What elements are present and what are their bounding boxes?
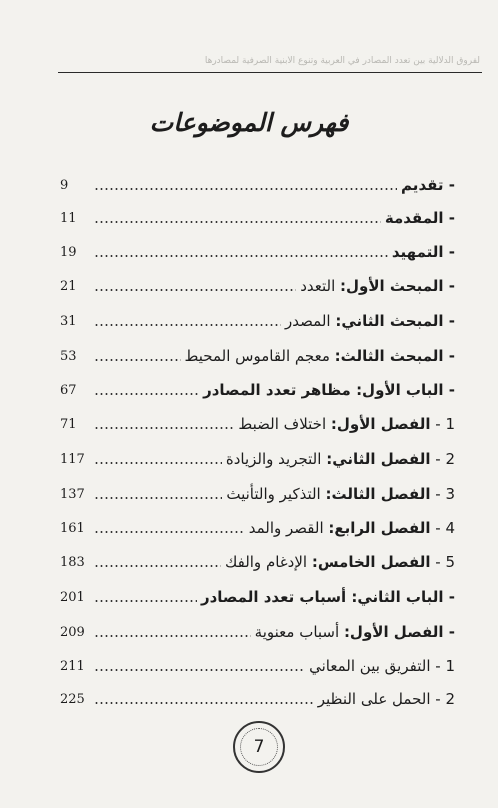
faded-header-bleed: لفروق الدلالية بين تعدد المصادر في العربية وتنوع الأبنية الصرفية لمصادرها [204,56,480,66]
toc-entry: 1 - الفصل الأول: اختلاف الضبط [238,415,455,433]
dot-leader [94,669,305,671]
toc-page-number: 225 [60,691,85,707]
dot-leader [94,565,221,567]
page-number: 7 [240,728,278,766]
toc-row[interactable] [60,273,455,299]
page-number-badge [233,721,285,773]
toc-entry: 5 - الفصل الخامس: الإدغام والفك [224,553,455,571]
toc-row[interactable] [60,549,455,575]
toc-page-number: 209 [60,624,85,640]
toc-row[interactable] [60,686,455,712]
toc-page-number: 9 [60,177,69,193]
toc-page-number: 67 [60,382,77,398]
dot-leader [94,221,381,223]
toc-page-number: 183 [60,554,85,570]
toc-page-number: 11 [60,210,77,226]
toc-page-number: 201 [60,589,85,605]
dot-leader [94,324,281,326]
toc-row[interactable] [60,653,455,679]
toc-row[interactable] [60,172,455,198]
toc-entry: 3 - الفصل الثالث: التذكير والتأنيث [226,485,455,503]
toc-page-number: 161 [60,520,85,536]
toc-entry: - المقدمة [384,209,455,227]
toc-entry: 4 - الفصل الرابع: القصر والمد [248,519,455,537]
toc-entry: - تقديم [401,176,455,194]
toc-entry: - الباب الأول: مظاهر تعدد المصادر [203,381,455,399]
toc-page-number: 137 [60,486,85,502]
toc-entry: - التمهيد [391,243,455,261]
dot-leader [94,393,199,395]
toc-entry: - المبحث الثالث: معجم القاموس المحيط [184,347,455,365]
dot-leader [94,497,222,499]
page-title: فهرس الموضوعات [149,108,349,137]
toc-row[interactable] [60,584,455,610]
toc-row[interactable] [60,343,455,369]
dot-leader [94,531,245,533]
toc-page-number: 19 [60,244,77,260]
toc-entry: 2 - الفصل الثاني: التجريد والزيادة [225,450,455,468]
toc-page-number: 21 [60,278,77,294]
toc-page-number: 71 [60,416,77,432]
toc-page-number: 117 [60,451,85,467]
toc-entry: 2 - الحمل على النظير [317,690,455,708]
toc-row[interactable] [60,308,455,334]
toc-page-number: 31 [60,313,77,329]
toc-row[interactable] [60,377,455,403]
toc-row[interactable] [60,481,455,507]
dot-leader [94,427,234,429]
toc-entry: - الفصل الأول: أسباب معنوية [254,623,455,641]
toc-row[interactable] [60,239,455,265]
dot-leader [94,600,197,602]
toc-row[interactable] [60,411,455,437]
toc-entry: - المبحث الأول: التعدد [300,277,455,295]
toc-entry: - المبحث الثاني: المصدر [285,312,455,330]
toc-entry: - الباب الثاني: أسباب تعدد المصادر [200,588,455,606]
dot-leader [94,359,181,361]
toc-page-number: 53 [60,348,77,364]
toc-row[interactable] [60,619,455,645]
dot-leader [94,702,314,704]
toc-row[interactable] [60,515,455,541]
dot-leader [94,289,296,291]
dot-leader [94,462,222,464]
toc-row[interactable] [60,446,455,472]
toc-row[interactable] [60,205,455,231]
toc-entry: 1 - التفريق بين المعاني [309,657,455,675]
dot-leader [94,635,251,637]
toc-page-number: 211 [60,658,85,674]
dot-leader [94,255,388,257]
dot-leader [94,188,397,190]
